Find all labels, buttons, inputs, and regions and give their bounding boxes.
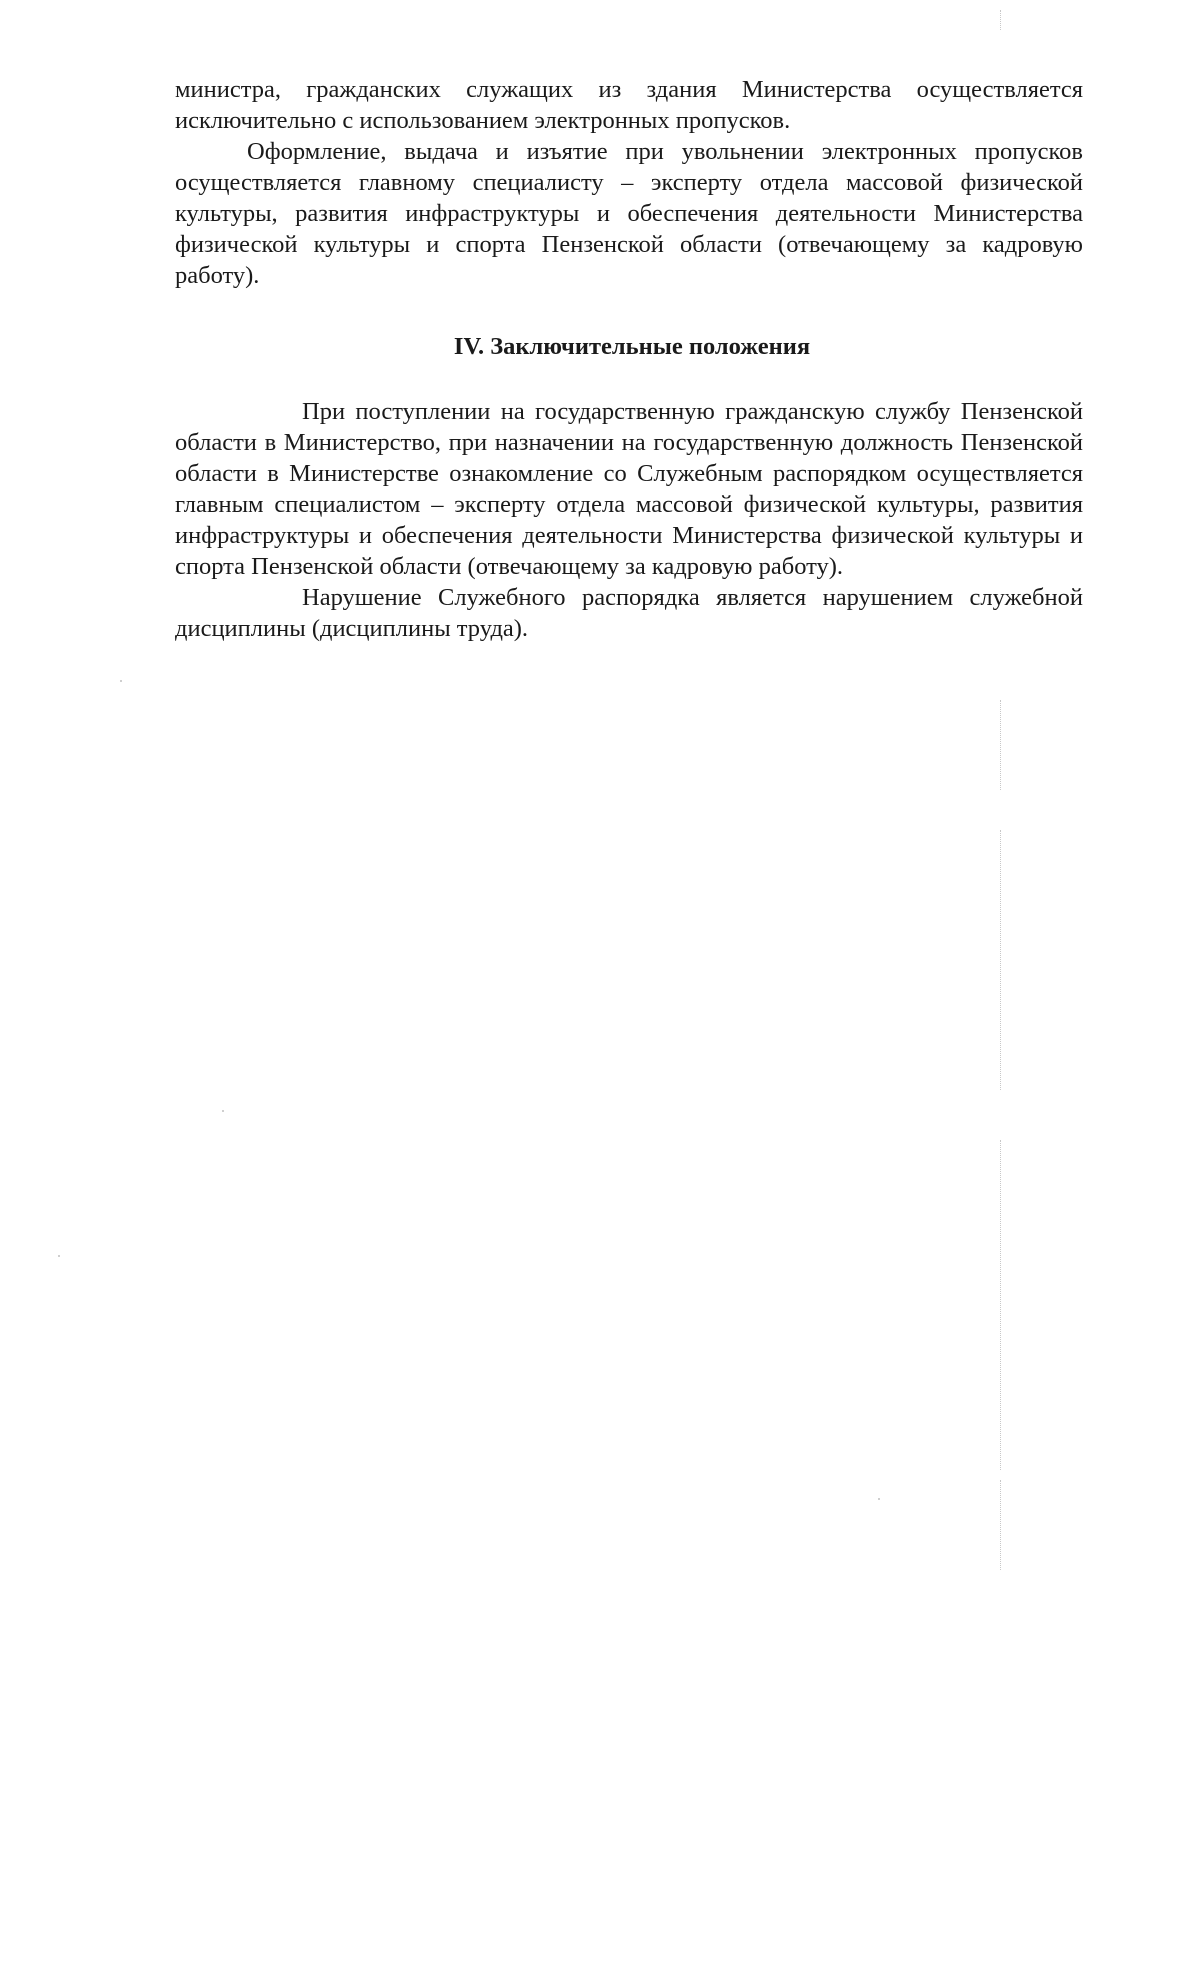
document-body	[175, 74, 1083, 644]
scan-artifact-dot	[120, 680, 122, 682]
final-paragraph-onboarding: При поступлении на государственную гражданскую службу Пензенской области в Министерство, при назначении на государственную должность Пензенской области в Министерстве ознакомление со Служебным распорядком осуществляется главным специалистом – эксперту отдела массовой физической культуры, развития инфраструктуры и обеспечения деятельности Министерства физической культуры и спорта Пензенской области (отвечающему за кадровую работу).	[175, 398, 1083, 580]
scan-artifact-line	[1000, 1140, 1001, 1470]
scan-artifact-line	[1000, 1480, 1001, 1570]
section-heading: IV. Заключительные положения	[453, 333, 811, 360]
scan-artifact-line	[1000, 10, 1001, 30]
continuation-paragraph: министра, гражданских служащих из здания Министерства осуществляется исключительно с использованием электронных пропусков.	[175, 76, 1083, 134]
scan-artifact-line	[1000, 830, 1001, 1090]
scan-artifact-dot	[58, 1255, 60, 1257]
final-paragraph-violation: Нарушение Служебного распорядка является нарушением служебной дисциплины (дисциплины труда).	[175, 584, 1083, 642]
scan-artifact-dot	[222, 1110, 224, 1112]
scan-artifact-dot	[878, 1498, 880, 1500]
scan-artifact-line	[1000, 700, 1001, 790]
passes-paragraph: Оформление, выдача и изъятие при увольнении электронных пропусков осуществляется главному специалисту – эксперту отдела массовой физической культуры, развития инфраструктуры и обеспечения деятельности Министерства физической культуры и спорта Пензенской области (отвечающему за кадровую работу).	[175, 138, 1083, 289]
